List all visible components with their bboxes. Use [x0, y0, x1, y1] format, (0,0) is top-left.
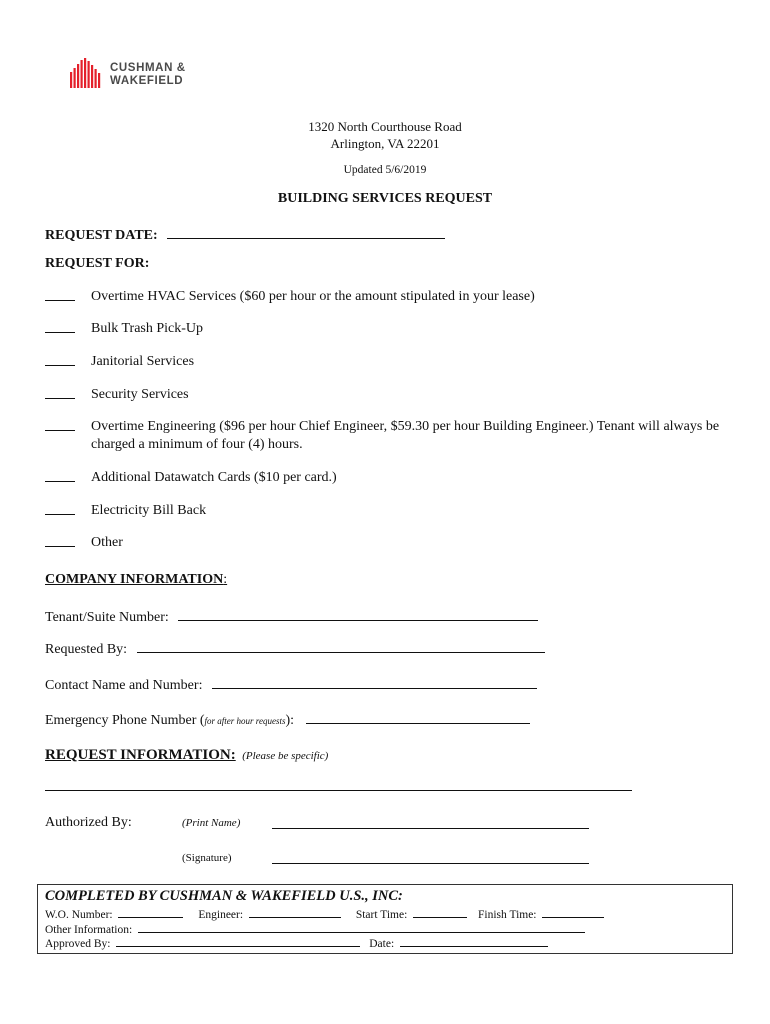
item-checkbox-blank[interactable]	[45, 320, 75, 333]
request-item	[45, 353, 194, 372]
office-use-row-1	[45, 907, 604, 921]
wo-number-label: W.O. Number:	[45, 909, 113, 921]
contact-field[interactable]	[212, 675, 537, 689]
other-info-field[interactable]	[138, 922, 585, 933]
requested-by-field[interactable]	[137, 639, 545, 653]
request-date-field[interactable]	[167, 225, 445, 239]
engineer-label: Engineer:	[198, 909, 244, 921]
request-item	[45, 320, 203, 339]
item-checkbox-blank[interactable]	[45, 288, 75, 301]
page-title: BUILDING SERVICES REQUEST	[277, 191, 493, 206]
logo-line-1: CUSHMAN &	[110, 62, 186, 74]
request-info-heading: REQUEST INFORMATION:	[45, 747, 236, 763]
item-checkbox-blank[interactable]	[45, 502, 75, 515]
request-info-field[interactable]	[45, 790, 632, 791]
start-time-field[interactable]	[413, 907, 467, 918]
contact-row	[45, 675, 537, 694]
emergency-note: for after hour requests	[204, 716, 286, 726]
logo-bars-icon	[70, 58, 106, 90]
office-use-row-3	[45, 936, 548, 950]
request-info-heading-row	[45, 747, 328, 764]
finish-time-field[interactable]	[542, 907, 604, 918]
office-use-box	[37, 884, 733, 954]
item-label: Bulk Trash Pick-Up	[91, 321, 204, 336]
print-name-field[interactable]	[272, 828, 589, 829]
approved-by-field[interactable]	[116, 936, 360, 947]
request-item	[45, 386, 189, 405]
start-time-label: Start Time:	[355, 909, 408, 921]
contact-label: Contact Name and Number:	[45, 678, 203, 693]
company-logo	[70, 58, 210, 92]
request-item	[45, 288, 535, 307]
date-label: Date:	[369, 938, 395, 950]
tenant-suite-label: Tenant/Suite Number:	[45, 610, 169, 625]
tenant-suite-row	[45, 607, 538, 626]
wo-number-field[interactable]	[118, 907, 183, 918]
company-info-heading-row	[45, 572, 227, 588]
updated-date: Updated 5/6/2019	[343, 164, 427, 176]
print-name-label: (Print Name)	[182, 817, 241, 829]
office-use-title: COMPLETED BY CUSHMAN & WAKEFIELD U.S., INC:	[45, 888, 403, 904]
requested-by-row	[45, 639, 545, 658]
request-item	[45, 534, 123, 553]
finish-time-label: Finish Time:	[478, 909, 537, 921]
emergency-label-end: ):	[285, 713, 295, 728]
item-checkbox-blank[interactable]	[45, 418, 75, 431]
tenant-suite-field[interactable]	[178, 607, 538, 621]
item-checkbox-blank[interactable]	[45, 469, 75, 482]
engineer-field[interactable]	[249, 907, 341, 918]
approved-by-label: Approved By:	[45, 938, 111, 950]
company-info-heading: COMPANY INFORMATION	[45, 572, 224, 587]
logo-line-2: WAKEFIELD	[110, 74, 184, 87]
item-label: Electricity Bill Back	[91, 503, 207, 518]
item-checkbox-blank[interactable]	[45, 534, 75, 547]
signature-field[interactable]	[272, 863, 589, 864]
date-field[interactable]	[400, 936, 548, 947]
company-info-colon: :	[223, 572, 228, 587]
requested-by-label: Requested By:	[45, 642, 128, 657]
item-label: Overtime Engineering ($96 per hour Chief Engineer, $59.30 per hour Building Engineer.) Tenant will always be charged a minimum of four (4) hours.	[91, 419, 720, 452]
address-line-1: 1320 North Courthouse Road	[308, 119, 462, 134]
request-date-row	[45, 225, 445, 244]
request-item	[45, 502, 206, 521]
emergency-label: Emergency Phone Number (	[45, 713, 205, 728]
request-for-label: REQUEST FOR:	[45, 256, 150, 271]
signature-label: (Signature)	[182, 852, 232, 864]
item-label: Additional Datawatch Cards ($10 per card.)	[91, 470, 337, 485]
item-label: Janitorial Services	[91, 354, 195, 369]
item-checkbox-blank[interactable]	[45, 386, 75, 399]
other-info-label: Other Information:	[45, 924, 133, 936]
request-info-note: (Please be specific)	[242, 750, 329, 762]
request-date-label: REQUEST DATE:	[45, 228, 158, 243]
address-line-2: Arlington, VA 22201	[330, 136, 440, 151]
item-checkbox-blank[interactable]	[45, 353, 75, 366]
request-item	[45, 469, 337, 488]
office-use-row-2	[45, 922, 585, 936]
authorized-by-label: Authorized By:	[45, 815, 132, 830]
request-item	[45, 418, 721, 454]
item-label: Other	[91, 535, 123, 550]
emergency-row	[45, 710, 530, 729]
emergency-field[interactable]	[306, 710, 530, 724]
item-label: Security Services	[91, 387, 189, 402]
item-label: Overtime HVAC Services ($60 per hour or the amount stipulated in your lease)	[91, 289, 535, 304]
